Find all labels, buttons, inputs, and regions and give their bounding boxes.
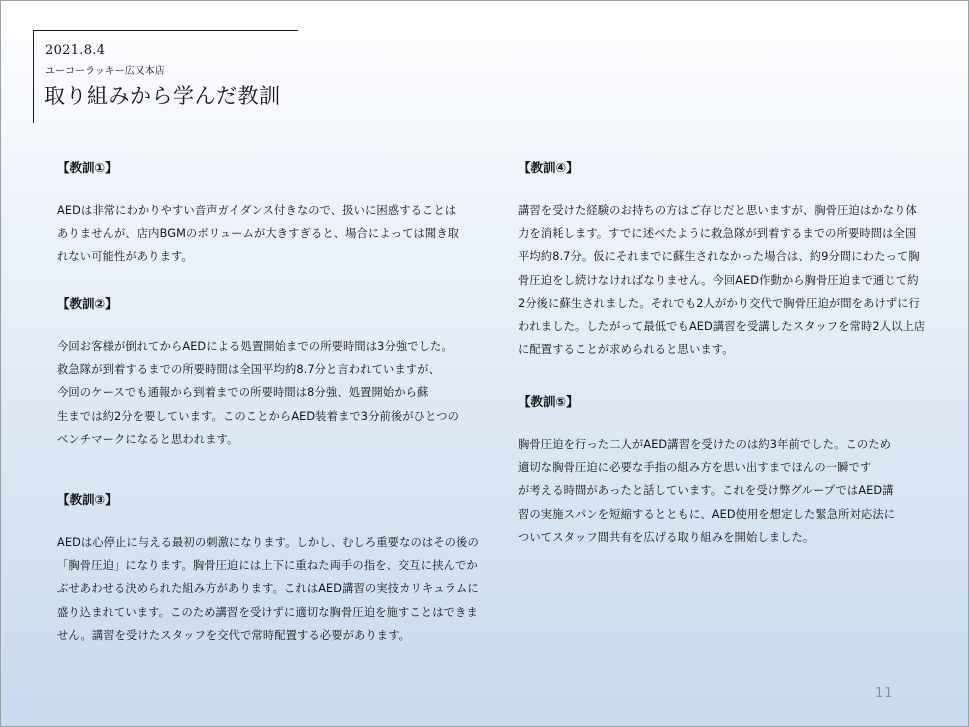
header-box xyxy=(33,30,298,123)
lesson-4-line: 平均約8.7分。仮にそれまでに蘇生されなかった場合は、約9分間にわたって胸 xyxy=(518,250,920,264)
lesson-3-heading: 【教訓③】 xyxy=(57,492,118,507)
lesson-4-line: 力を消耗します。すでに述べたように救急隊が到着するまでの所要時間は全国 xyxy=(518,227,917,241)
lesson-3-line: ぶせあわせる決められた組み方があります。これはAED講習の実技カリキュラムに xyxy=(57,582,479,596)
lesson-1-line: ありませんが、店内BGMのボリュームが大きすぎると、場合によっては聞き取 xyxy=(57,227,460,241)
lesson-1 xyxy=(57,158,459,269)
lesson-2 xyxy=(57,294,459,451)
lesson-3-line: せん。講習を受けたスタッフを交代で常時配置する必要があります。 xyxy=(57,628,411,642)
lesson-3-line: 「胸骨圧迫」になります。胸骨圧迫には上下に重ねた両手の指を、交互に挟んでか xyxy=(57,559,478,573)
lesson-5-line: 適切な胸骨圧迫に必要な手指の組み方を思い出すまでほんの一瞬です xyxy=(518,461,872,475)
header-date: 2021.8.4 xyxy=(45,43,106,58)
lesson-1-line: AEDは非常にわかりやすい音声ガイダンス付きなので、扱いに困惑することは xyxy=(57,204,457,217)
lesson-2-heading: 【教訓②】 xyxy=(57,296,118,311)
lesson-2-line: 生までは約2分を要しています。このことからAED装着まで3分前後がひとつの xyxy=(57,409,460,423)
lesson-2-line: 今回のケースでも通報から到着までの所要時間は8分強、処置開始から蘇 xyxy=(57,386,429,400)
lesson-2-line: 今回お客様が倒れてからAEDによる処置開始までの所要時間は3分強でした。 xyxy=(57,340,453,353)
lesson-5-heading: 【教訓⑤】 xyxy=(518,394,579,409)
page-title: 取り組みから学んだ教訓 xyxy=(44,84,281,108)
lesson-2-line: ベンチマークになると思われます。 xyxy=(57,432,239,446)
lesson-3-line: AEDは心停止に与える最初の刺激になります。しかし、むしろ重要なのはその後の xyxy=(57,536,479,549)
lesson-5-line: ついてスタッフ間共有を広げる取り組みを開始しました。 xyxy=(518,530,815,544)
lesson-4-line: 講習を受けた経験のお持ちの方はご存じだと思いますが、胸骨圧迫はかなり体 xyxy=(518,204,917,217)
header-store-name: ユーコーラッキー広又本店 xyxy=(45,66,165,77)
lesson-4-line: われました。したがって最低でもAED講習を受講したスタッフを常時2人以上店 xyxy=(518,320,926,334)
lesson-4-line: 2分後に蘇生されました。それでも2人がかり交代で胸骨圧迫が間をあけずに行 xyxy=(518,296,921,310)
page-number: 11 xyxy=(875,686,894,701)
lesson-1-line: れない可能性があります。 xyxy=(57,250,193,264)
lesson-4-heading: 【教訓④】 xyxy=(518,160,579,175)
lesson-4-line: 骨圧迫をし続けなければなりません。今回AED作動から胸骨圧迫まで通じて約 xyxy=(518,273,919,287)
lesson-4-line: に配置することが求められると思います。 xyxy=(518,343,734,357)
lesson-4 xyxy=(518,158,925,361)
lesson-3-line: 盛り込まれています。このため講習を受けずに適切な胸骨圧迫を施すことはできま xyxy=(57,605,478,619)
lesson-3 xyxy=(57,490,479,647)
lesson-1-heading: 【教訓①】 xyxy=(57,160,118,175)
lesson-2-line: 救急隊が到着するまでの所要時間は全国平均約8.7分と言われていますが、 xyxy=(57,363,440,377)
lesson-5 xyxy=(518,392,895,549)
lesson-5-line: が考える時間があったと話しています。これを受け弊グループではAED講 xyxy=(518,484,894,498)
lesson-5-line: 胸骨圧迫を行った二人がAED講習を受けたのは約3年前でした。このため xyxy=(518,438,892,451)
lesson-5-line: 習の実施スパンを短縮するとともに、AED使用を想定した緊急所対応法に xyxy=(518,507,896,521)
